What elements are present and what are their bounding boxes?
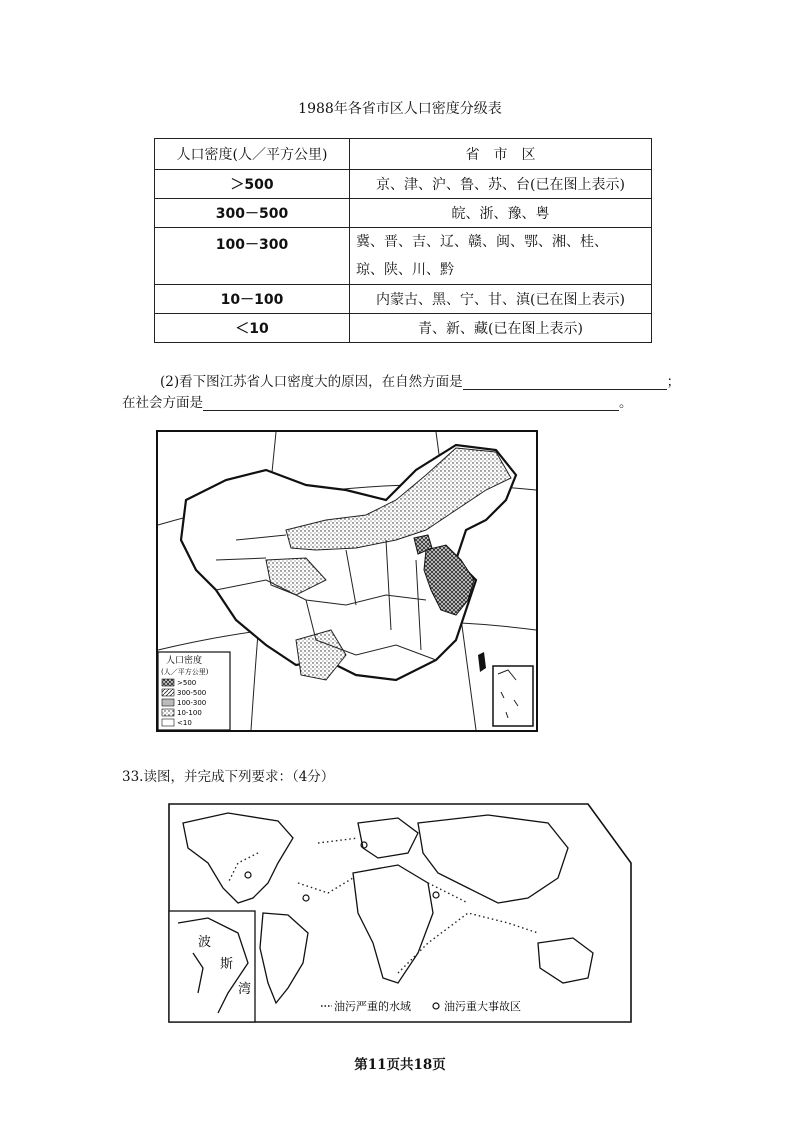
- provinces-cell: 京、津、沪、鲁、苏、台(已在图上表示): [350, 170, 652, 199]
- legend-label: >500: [177, 679, 197, 687]
- question-2-natural-prompt: (2)看下图江苏省人口密度大的原因，在自然方面是: [160, 374, 463, 390]
- question-33: 33.读图，并完成下列要求：（4分）: [122, 769, 335, 785]
- table-row: [155, 285, 652, 314]
- legend-swatch-300: [162, 689, 174, 696]
- persian-gulf-inset: [169, 911, 255, 1022]
- table-row: [155, 199, 652, 228]
- legend-swatch-500: [162, 679, 174, 686]
- provinces-cell: 内蒙古、黑、宁、甘、滇(已在图上表示): [350, 285, 652, 314]
- legend-polluted-waters: 油污严重的水域: [334, 1000, 411, 1013]
- density-cell: ＞500: [155, 170, 350, 199]
- question-2-semicolon: ；: [666, 374, 681, 390]
- question-2-social-prompt: 在社会方面是: [122, 395, 203, 411]
- table-row: [155, 170, 652, 199]
- table-header-row: [155, 139, 652, 170]
- question-2-line-1: [160, 370, 680, 390]
- table-row: [155, 314, 652, 343]
- natural-answer-blank[interactable]: [463, 375, 667, 390]
- provinces-line-1: 冀、晋、吉、辽、赣、闽、鄂、湘、桂、: [356, 234, 608, 250]
- inset-label: 波: [198, 935, 212, 950]
- legend-swatch-100: [162, 699, 174, 706]
- density-table: [154, 138, 652, 343]
- legend-accident-area: 油污重大事故区: [444, 1000, 521, 1013]
- header-density: 人口密度(人／平方公里): [155, 139, 350, 170]
- provinces-cell: 皖、浙、豫、粤: [350, 199, 652, 228]
- legend-subtitle: (人／平方公里): [161, 668, 209, 676]
- provinces-cell: 青、新、藏(已在图上表示): [350, 314, 652, 343]
- legend-label: 10-100: [177, 709, 202, 717]
- density-cell: 100－300: [155, 228, 350, 285]
- question-2-period: 。: [619, 395, 633, 411]
- table-row: [155, 228, 652, 285]
- table-title: 1988年各省市区人口密度分级表: [298, 101, 502, 117]
- legend-label: <10: [177, 719, 192, 727]
- legend-label: 100-300: [177, 699, 207, 707]
- question-2-line-2: [122, 391, 633, 411]
- legend-title: 人口密度: [166, 656, 203, 666]
- legend-label: 300-500: [177, 689, 207, 697]
- density-cell: 10－100: [155, 285, 350, 314]
- header-provinces: 省 市 区: [350, 139, 652, 170]
- inset-label: 湾: [238, 982, 252, 997]
- density-cell: 300－500: [155, 199, 350, 228]
- inset-label: 斯: [220, 957, 234, 972]
- legend-swatch-under10: [162, 719, 174, 726]
- density-cell: ＜10: [155, 314, 350, 343]
- social-answer-blank[interactable]: [203, 396, 619, 411]
- page-footer: 第11页共18页: [354, 1057, 446, 1073]
- provinces-cell: [350, 228, 652, 285]
- china-density-map: [156, 430, 538, 732]
- legend-swatch-10: [162, 709, 174, 716]
- provinces-line-2: 琼、陕、川、黔: [356, 262, 454, 278]
- world-oil-pollution-map: [168, 803, 632, 1023]
